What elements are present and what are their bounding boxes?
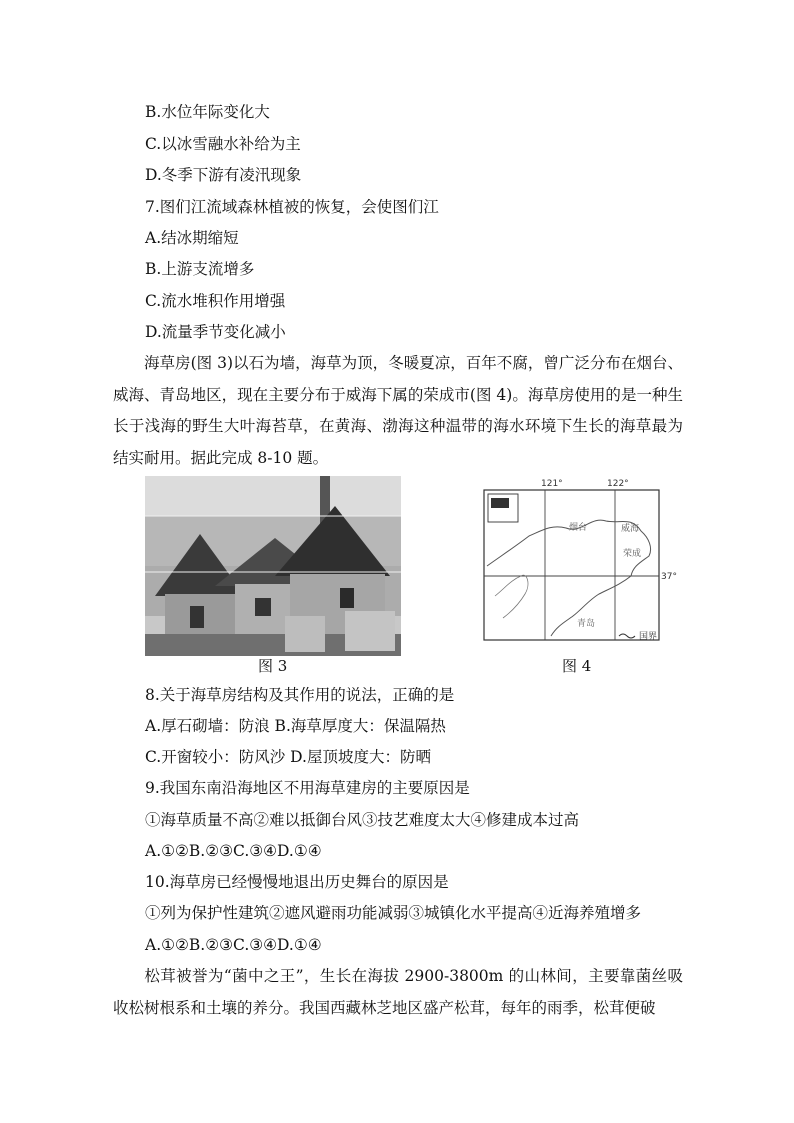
- q10-statements: ①列为保护性建筑②遮风避雨功能减弱③城镇化水平提高④近海养殖增多: [145, 904, 642, 922]
- map-label-qingdao: 青岛: [577, 619, 596, 629]
- figure-3-seaweed-house-photo: [145, 476, 401, 656]
- map-lat-label-37: 37°: [661, 572, 677, 582]
- q8-options-line-2: C.开窗较小：防风沙 D.屋顶坡度大：防晒: [145, 748, 431, 766]
- q8-stem: 8.关于海草房结构及其作用的说法，正确的是: [145, 686, 455, 704]
- intro-paragraph: [113, 348, 683, 474]
- map-label-weihai: 威海: [621, 524, 640, 534]
- map-label-rongcheng: 荣成: [623, 549, 642, 559]
- q10-options: A.①②B.②③C.③④D.①④: [145, 936, 322, 954]
- figure-4-map: [481, 476, 681, 658]
- q7-option-a: A.结冰期缩短: [145, 229, 239, 247]
- q6-option-b: B.水位年际变化大: [145, 103, 270, 121]
- map-legend-label: 国界: [639, 632, 658, 642]
- outro-paragraph: [113, 961, 683, 1024]
- map-lon-label-122: 122°: [607, 479, 629, 489]
- q8-options-line-1: A.厚石砌墙：防浪 B.海草厚度大：保温隔热: [145, 717, 446, 735]
- q7-option-c: C.流水堆积作用增强: [145, 292, 286, 310]
- q10-stem: 10.海草房已经慢慢地退出历史舞台的原因是: [145, 873, 449, 891]
- q9-stem: 9.我国东南沿海地区不用海草建房的主要原因是: [145, 779, 470, 797]
- map-label-yantai: 烟台: [569, 523, 588, 533]
- q6-option-c: C.以冰雪融水补给为主: [145, 135, 301, 153]
- map-lon-label-121: 121°: [541, 479, 563, 489]
- q9-statements: ①海草质量不高②难以抵御台风③技艺难度太大④修建成本过高: [145, 811, 580, 829]
- intro-text: 海草房(图 3)以石为墙，海草为顶，冬暖夏凉，百年不腐，曾广泛分布在烟台、威海、青岛地区，现在主要分布于威海下属的荣成市(图 4)。海草房使用的是一种生长于浅海的野生大叶海苔草，在黄海、渤海这种温带的海水环境下生长的海草最为结实耐用。据此完成 8-10 题。: [113, 354, 683, 467]
- q7-option-b: B.上游支流增多: [145, 260, 255, 278]
- q9-options: A.①②B.②③C.③④D.①④: [145, 842, 322, 860]
- q7-option-d: D.流量季节变化减小: [145, 323, 286, 341]
- outro-text: 松茸被誉为“菌中之王”，生长在海拔 2900-3800m 的山林间，主要靠菌丝吸收松树根系和土壤的养分。我国西藏林芝地区盛产松茸，每年的雨季，松茸便破: [113, 967, 683, 1017]
- q7-stem: 7.图们江流域森林植被的恢复，会使图们江: [145, 198, 439, 216]
- figure-4-caption: 图 4: [562, 657, 592, 675]
- figure-3-caption: 图 3: [258, 657, 288, 675]
- q6-option-d: D.冬季下游有凌汛现象: [145, 166, 302, 184]
